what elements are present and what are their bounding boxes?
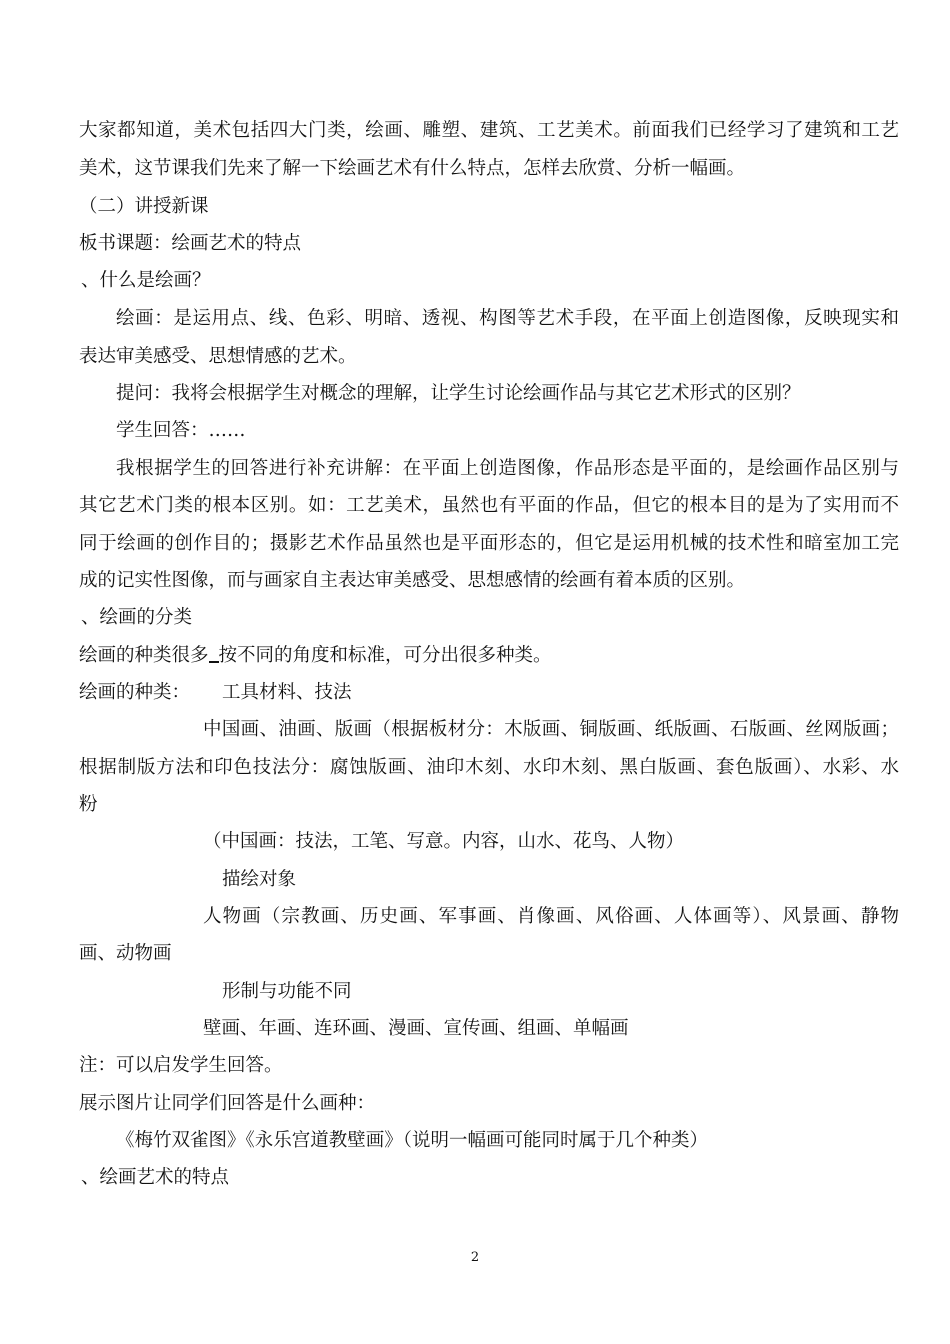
subject-types-line-1: 人物画（宗教画、历史画、军事画、肖像画、风俗画、人体画等）、风景画、静物 bbox=[203, 906, 899, 927]
explanation-line-2: 其它艺术门类的根本区别。如：工艺美术，虽然也有平面的作品，但它的根本目的是为了实用而不 bbox=[79, 495, 899, 516]
tools-types-line-2: 根据制版方法和印色技法分：腐蚀版画、油印木刻、水印木刻、黑白版画、套色版画）、水彩、水 bbox=[79, 757, 899, 778]
category-tools-materials: 工具材料、技法 bbox=[222, 682, 352, 703]
paragraph-intro-line-1: 大家都知道，美术包括四大门类，绘画、雕塑、建筑、工艺美术。前面我们已经学习了建筑和工艺 bbox=[79, 120, 899, 141]
explanation-line-3: 同于绘画的创作目的；摄影艺术作品虽然也是平面形态的，但它是运用机械的技术性和暗室加工完 bbox=[79, 533, 899, 554]
subheading-what-is-painting: 、什么是绘画？ bbox=[81, 270, 211, 291]
subheading-characteristics: 、绘画艺术的特点 bbox=[81, 1167, 230, 1188]
category-form-function: 形制与功能不同 bbox=[222, 981, 352, 1002]
note-text: 注：可以启发学生回答。 bbox=[79, 1055, 283, 1076]
student-answer-text: 学生回答：…… bbox=[116, 420, 246, 441]
tools-types-line-3: 粉 bbox=[79, 794, 98, 815]
classification-intro-part-2: 按不同的角度和标准，可分出很多种类。 bbox=[218, 645, 552, 666]
underline-mark bbox=[209, 644, 219, 663]
painting-types-label: 绘画的种类： bbox=[79, 682, 191, 703]
explanation-line-1: 我根据学生的回答进行补充讲解：在平面上创造图像，作品形态是平面的，是绘画作品区别与 bbox=[116, 458, 899, 479]
subheading-classification: 、绘画的分类 bbox=[81, 607, 193, 628]
subject-types-line-2: 画、动物画 bbox=[79, 943, 172, 964]
form-function-types: 壁画、年画、连环画、漫画、宣传画、组画、单幅画 bbox=[203, 1018, 629, 1039]
chinese-painting-note: （中国画：技法，工笔、写意。内容，山水、花鸟、人物） bbox=[203, 831, 685, 852]
show-pictures-prompt: 展示图片让同学们回答是什么画种： bbox=[79, 1093, 376, 1114]
definition-line-2: 表达审美感受、思想情感的艺术。 bbox=[79, 346, 357, 367]
artwork-examples: 《梅竹双雀图》《永乐宫道教壁画》（说明一幅画可能同时属于几个种类） bbox=[116, 1130, 709, 1151]
classification-intro bbox=[79, 644, 899, 668]
question-text: 提问：我将会根据学生对概念的理解，让学生讨论绘画作品与其它艺术形式的区别？ bbox=[116, 383, 801, 404]
tools-types-line-1: 中国画、油画、版画（根据板材分：木版画、铜版画、纸版画、石版画、丝网版画； bbox=[203, 719, 899, 740]
board-title: 板书课题：绘画艺术的特点 bbox=[79, 233, 302, 254]
explanation-line-4: 成的记实性图像，而与画家自主表达审美感受、思想感情的绘画有着本质的区别。 bbox=[79, 570, 746, 591]
page-number: 2 bbox=[470, 1250, 480, 1265]
classification-intro-part-1: 绘画的种类很多 bbox=[79, 645, 209, 666]
paragraph-intro-line-2: 美术，这节课我们先来了解一下绘画艺术有什么特点，怎样去欣赏、分析一幅画。 bbox=[79, 158, 746, 179]
definition-line-1: 绘画：是运用点、线、色彩、明暗、透视、构图等艺术手段，在平面上创造图像，反映现实和 bbox=[116, 308, 899, 329]
section-heading-new-lesson: （二）讲授新课 bbox=[79, 196, 209, 217]
category-subject: 描绘对象 bbox=[222, 869, 297, 890]
